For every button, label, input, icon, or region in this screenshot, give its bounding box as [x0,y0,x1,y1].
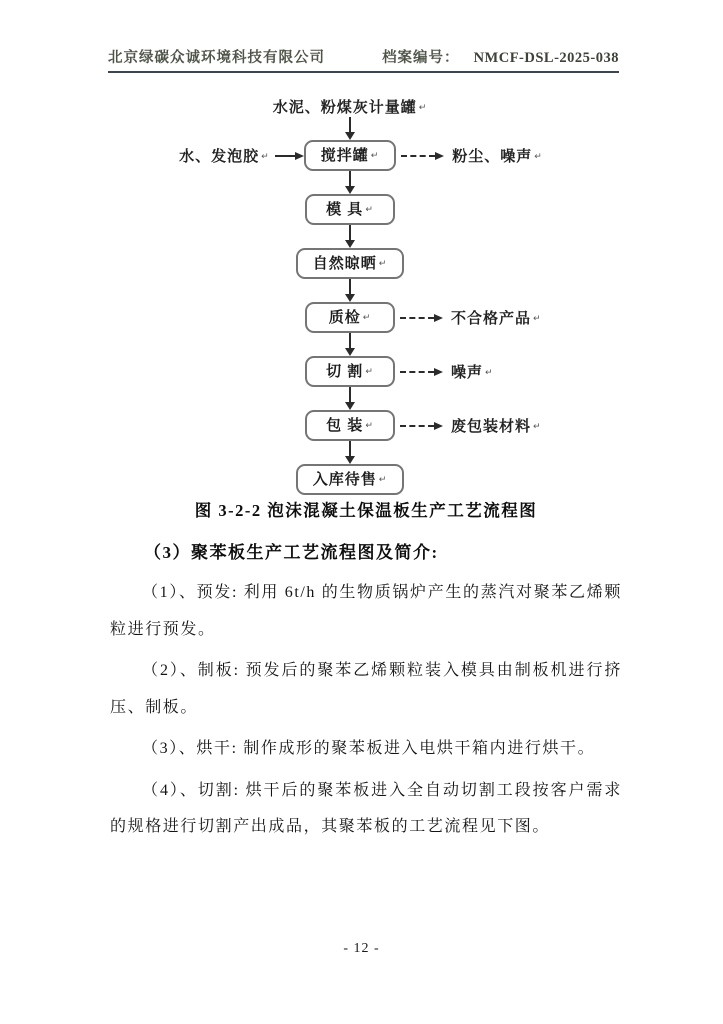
return-mark-icon: ↵ [365,420,374,430]
flowchart-row-mixing [0,140,700,171]
company-name: 北京绿碳众诚环境科技有限公司 [108,50,325,66]
dashed-arrow-head-icon [435,152,444,160]
process-box-warehouse: 入库待售 ↵ [296,464,405,495]
process-box-cutting: 切 割 ↵ [305,356,395,387]
down-arrow-icon [0,117,700,140]
paragraph-prefoaming: （1）、预发: 利用 6t/h 的生物质锅炉产生的蒸汽对聚苯乙烯颗粒进行预发。 [110,584,622,638]
flowchart-row-mold [0,194,700,225]
process-flowchart [0,97,700,495]
return-mark-icon: ↵ [485,367,494,377]
side-input-label: 水、发泡胶 ↵ [179,148,270,165]
return-mark-icon: ↵ [370,150,380,160]
flowchart-top-input-label: 水泥、粉煤灰计量罐 ↵ [272,99,428,116]
dashed-arrow-head-icon [434,368,443,376]
page-header [108,46,619,67]
down-arrow-icon [0,387,700,410]
dashed-arrow-line [400,425,434,427]
process-box-packing: 包 装 ↵ [305,410,395,441]
dashed-arrow-line [400,317,434,319]
archive-label: 档案编号： [382,50,460,66]
emission-label-dust-noise: 粉尘、噪声 ↵ [452,148,543,165]
archive-number: NMCF-DSL-2025-038 [473,50,619,66]
return-mark-icon: ↵ [365,366,374,376]
output-label-waste-packaging: 废包装材料 ↵ [451,418,542,435]
page-number: - 12 - [343,941,380,956]
dashed-arrow-head-icon [434,314,443,322]
down-arrow-icon [0,441,700,464]
return-mark-icon: ↵ [418,102,428,112]
down-arrow-icon [0,279,700,302]
input-arrow-line [275,155,295,157]
process-box-mold: 模 具 ↵ [305,194,395,225]
main-text [110,499,622,846]
input-arrow-head-icon [295,152,304,160]
archive-number-group [382,46,619,67]
header-rule [108,71,619,73]
return-mark-icon: ↵ [533,421,542,431]
paragraph-board-making: （2）、制板: 预发后的聚苯乙烯颗粒装入模具由制板机进行挤压、制板。 [110,662,622,716]
return-mark-icon: ↵ [378,474,388,484]
return-mark-icon: ↵ [365,204,374,214]
process-box-quality-inspection: 质检 ↵ [305,302,395,333]
process-box-mixing-tank: 搅拌罐 ↵ [304,140,397,171]
flowchart-row-drying [0,248,700,279]
down-arrow-icon [0,171,700,194]
flowchart-row-storage [0,464,700,495]
return-mark-icon: ↵ [534,151,543,161]
return-mark-icon: ↵ [261,151,270,161]
output-label-rejected-products: 不合格产品 ↵ [451,310,542,327]
return-mark-icon: ↵ [533,313,542,323]
dashed-arrow-line [401,155,435,157]
process-box-natural-drying: 自然晾晒 ↵ [296,248,405,279]
flowchart-row-packing [0,410,700,441]
dashed-arrow-head-icon [434,422,443,430]
dashed-arrow-line [400,371,434,373]
paragraph-drying: （3）、烘干: 制作成形的聚苯板进入电烘干箱内进行烘干。 [142,740,596,757]
flowchart-row-inspection [0,302,700,333]
paragraph-cutting: （4）、切割: 烘干后的聚苯板进入全自动切割工段按客户需求的规格进行切割产出成品，其聚苯板的工艺流程见下图。 [110,781,622,835]
flowchart-row-cutting [0,356,700,387]
return-mark-icon: ↵ [362,312,372,322]
down-arrow-icon [0,225,700,248]
emission-label-noise: 噪声 ↵ [451,364,494,381]
section-heading: （3）聚苯板生产工艺流程图及简介: [144,543,439,562]
figure-caption: 图 3-2-2 泡沫混凝土保温板生产工艺流程图 [194,501,538,520]
return-mark-icon: ↵ [378,258,388,268]
down-arrow-icon [0,333,700,356]
